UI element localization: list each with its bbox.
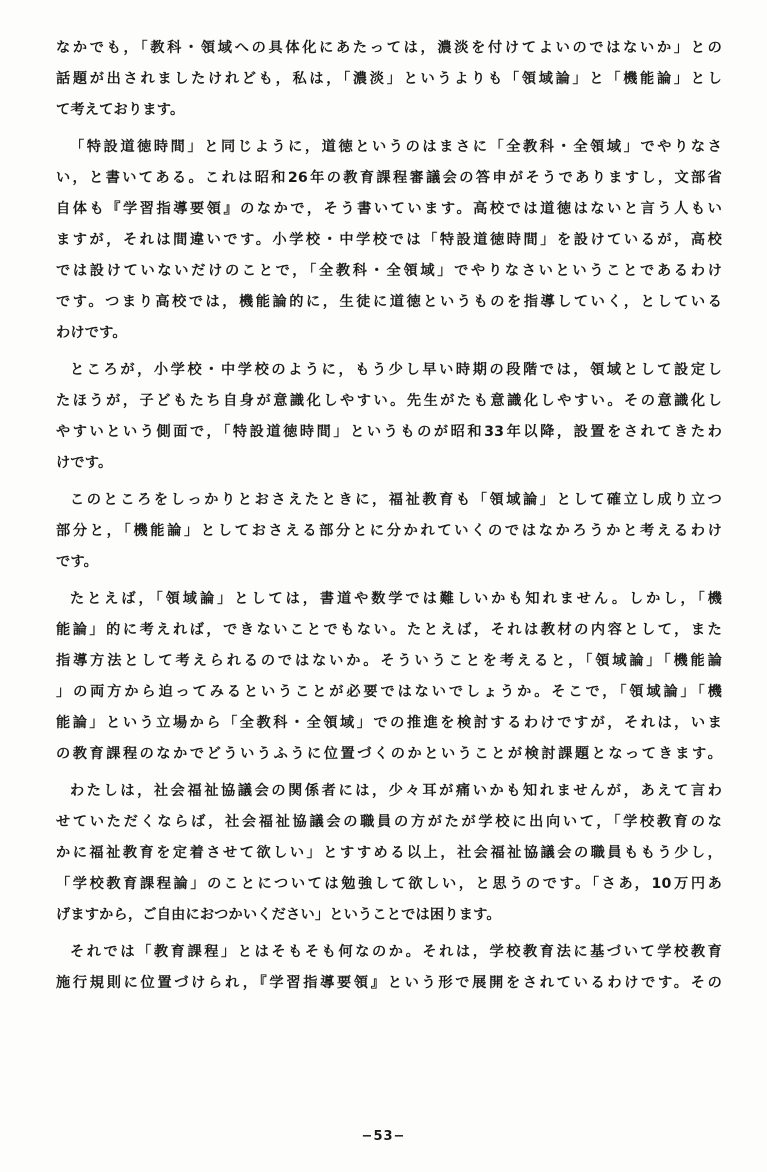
text-line: 指導方法として考えられるのではないか。そういうことを考えると，「領域論」「機能論: [56, 653, 722, 669]
text-line: ところが，小学校・中学校のように，もう少し早い時期の段階では，領域として設定し: [70, 362, 722, 378]
text-line: このところをしっかりとおさえたときに，福祉教育も「領域論」として確立し成り立つ: [70, 492, 722, 508]
text-line: たとえば，「領域論」としては，書道や数学では難しいかも知れません。しかし，「機: [70, 591, 722, 607]
text-line: 能論」的に考えれば，できないことでもない。たとえば，それは教材の内容として，また: [56, 622, 722, 638]
text-line: 施行規則に位置づけられ，『学習指導要領』という形で展開をされているわけです。その: [56, 975, 722, 991]
text-line: たほうが，子どもたち自身が意識化しやすい。先生がたも意識化しやすい。その意識化し: [56, 393, 722, 409]
text-line: です。つまり高校では，機能論的に，生徒に道徳というものを指導していく，としている: [56, 294, 722, 310]
text-line: わたしは，社会福祉協議会の関係者には，少々耳が痛いかも知れませんが，あえて言わ: [70, 783, 722, 799]
text-line: では設けていないだけのことで，「全教科・全領域」でやりなさいということであるわけ: [56, 263, 722, 279]
text-line: せていただくならば，社会福祉協議会の職員の方がたが学校に出向いて，「学校教育のな: [56, 814, 722, 830]
text-line: 話題が出されましたけれども，私は，「濃淡」というよりも「領域論」と「機能論」とし: [56, 71, 722, 87]
text-line: かに福祉教育を定着させて欲しい」とすすめる以上，社会福祉協議会の職員ももう少し，: [56, 845, 722, 861]
text-line: それでは「教育課程」とはそもそも何なのか。それは，学校教育法に基づいて学校教育: [70, 944, 722, 960]
text-line: です。: [56, 554, 99, 570]
text-line: て考えております。: [56, 102, 185, 118]
text-line: 能論」という立場から「全教科・全領域」での推進を検討するわけですが，それは，いま: [56, 715, 722, 731]
text-line: わけです。: [56, 325, 127, 341]
text-line: げますから，ご自由におつかいください」ということでは困ります。: [56, 907, 501, 923]
text-line: 」の両方から迫ってみるということが必要ではないでしょうか。そこで，「領域論」「機: [56, 684, 722, 700]
text-line: やすいという側面で，「特設道徳時間」というものが昭和33年以降，設置をされてきたわ: [56, 424, 722, 440]
text-line: い，と書いてある。これは昭和26年の教育課程審議会の答申がそうでありますし，文部省: [56, 170, 722, 186]
page-number: −53−: [361, 1129, 406, 1144]
text-line: 「特設道徳時間」と同じように，道徳というのはまさに「全教科・全領域」でやりなさ: [70, 139, 722, 155]
text-line: 部分と，「機能論」としておさえる部分とに分かれていくのではなかろうかと考えるわけ: [56, 523, 722, 539]
text-line: 「学校教育課程論」のことについては勉強して欲しい，と思うのです。「さあ，10万円あ: [56, 876, 722, 892]
text-line: の教育課程のなかでどういうふうに位置づくのかということが検討課題となってきます。: [56, 746, 722, 762]
text-line: 自体も『学習指導要領』のなかで，そう書いています。高校では道徳はないと言う人もい: [56, 201, 722, 217]
text-line: ますが，それは間違いです。小学校・中学校では「特設道徳時間」を設けているが，高校: [56, 232, 722, 248]
body-text: [56, 33, 722, 999]
text-line: けです。: [56, 455, 113, 471]
text-line: なかでも，「教科・領域への具体化にあたっては，濃淡を付けてよいのではないか」との: [56, 40, 722, 56]
